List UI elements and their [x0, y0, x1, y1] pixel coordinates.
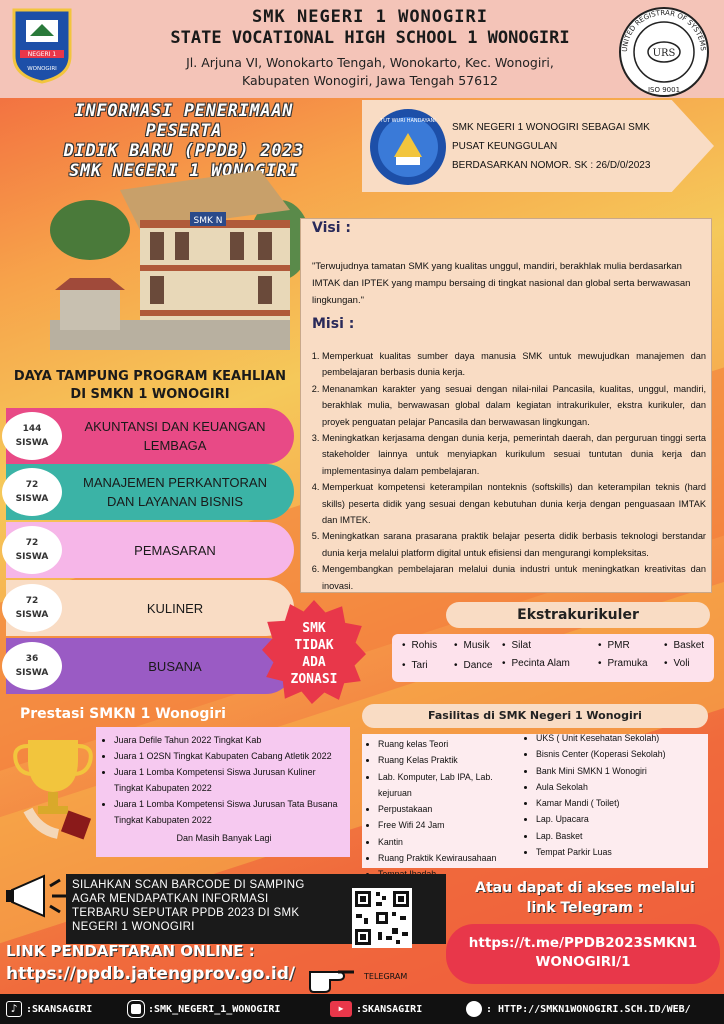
facilities-column-2	[526, 730, 704, 860]
svg-text:URS: URS	[652, 48, 676, 59]
facility-item: • UKS ( Unit Kesehatan Sekolah)	[536, 730, 704, 746]
extracurricular-list	[392, 634, 714, 682]
achievement-item: • Juara 1 Lomba Kompetensi Siswa Jurusan Tata Busana Tingkat Kabupaten 2022	[114, 796, 344, 828]
qr-label: TELEGRAM	[364, 972, 408, 981]
telegram-heading: Atau dapat di akses melalui link Telegram :	[475, 880, 695, 916]
no-zoning-text	[262, 620, 366, 688]
achievements-list	[104, 732, 344, 846]
program-kuliner	[6, 580, 294, 636]
program-name: KULINER	[146, 600, 204, 616]
capacity-bubble	[2, 642, 62, 690]
extracurricular-heading: Ekstrakurikuler	[446, 602, 710, 628]
capacity-bubble	[2, 412, 62, 460]
capacity-unit: SISWA	[15, 438, 49, 448]
capacity-count: 36	[25, 654, 39, 664]
program-busana	[6, 638, 294, 694]
program-name: BUSANA	[148, 658, 202, 674]
youtube-icon: ▶	[330, 1001, 352, 1017]
program-name: PEMASARAN	[134, 542, 216, 558]
program-manajemen-perkantoran	[6, 464, 294, 520]
extracurricular-item: • Pramuka	[598, 658, 648, 669]
mission-item: 5. Meningkatkan sarana prasarana praktik belajar peserta didik berbasis teknologi berstandar dunia kerja melalui platform digital untuk efisiensi dan mengurangi kompleksitas.	[322, 528, 706, 561]
facility-item: • Free Wifi 24 Jam	[378, 817, 528, 833]
program-pemasaran	[6, 522, 294, 578]
tiktok-icon: ♪	[6, 1001, 22, 1017]
facility-item: • Ruang kelas Teori	[378, 736, 528, 752]
svg-text:WONOGIRI: WONOGIRI	[27, 66, 57, 72]
mission-item: 3. Meningkatkan kerjasama dengan dunia kerja, pemerintah daerah, dan perguruan tinggi serta stakeholder lainnya untuk menyiapkan kurikulum sesuai tuntutan dunia kerja dan implementasinya dalam pembelajaran.	[322, 430, 706, 479]
achievement-item: • Juara Defile Tahun 2022 Tingkat Kab	[114, 732, 344, 748]
center-of-excellence-text	[452, 118, 652, 175]
mission-item: 4. Memperkuat kompetensi keterampilan nonteknis (softskills) dan keterampilan teknis (hard skills) peserta didik yang sesuai dengan kebutuhan dunia kerja dengan penguasaan IMTAK dan IMTEK.	[322, 479, 706, 528]
no-zoning-line: ADA	[302, 655, 326, 670]
achievements-more: Dan Masih Banyak Lagi	[176, 833, 272, 843]
svg-text:NEGERI 1: NEGERI 1	[27, 51, 57, 58]
facility-item: • Tempat Parkir Luas	[536, 844, 704, 860]
school-address	[120, 54, 620, 90]
capacity-unit: SISWA	[15, 610, 49, 620]
facility-item: • Bank Mini SMKN 1 Wonogiri	[536, 763, 704, 779]
capacity-count: 72	[25, 538, 39, 548]
qr-instruction-text: SILAHKAN SCAN BARCODE DI SAMPING AGAR MENDAPATKAN INFORMASI TERBARU SEPUTAR PPDB 2023 DI SMK NEGERI 1 WONOGIRI	[72, 879, 305, 933]
telegram-link[interactable]: https://t.me/PPDB2023SMKN1 WONOGIRI/1	[446, 924, 720, 984]
mission-list	[310, 348, 706, 594]
address-line: Kabupaten Wonogiri, Jawa Tengah 57612	[242, 73, 498, 88]
facility-item: • Lap. Basket	[536, 828, 704, 844]
vision-heading: Visi :	[312, 220, 351, 236]
excellence-line: PUSAT KEUNGGULAN	[452, 141, 558, 152]
capacity-bubble	[2, 526, 62, 574]
program-akuntansi	[6, 408, 294, 464]
achievement-item: • Juara 1 Lomba Kompetensi Siswa Jurusan Kuliner Tingkat Kabupaten 2022	[114, 764, 344, 796]
facility-item: • Aula Sekolah	[536, 779, 704, 795]
school-name: SMK NEGERI 1 WONOGIRI	[252, 7, 488, 27]
trophy-icon	[8, 730, 98, 840]
facilities-heading: Fasilitas di SMK Negeri 1 Wonogiri	[362, 704, 708, 728]
youtube-handle: :SKANSAGIRI	[356, 1003, 423, 1015]
tut-wuri-handayani-logo	[368, 107, 448, 187]
mission-item: 6. Mengembangkan pembelajaran melalui dunia industri untuk meningkatkan kreativitas dan inovasi.	[322, 561, 706, 594]
website-link[interactable]	[466, 1001, 691, 1017]
no-zoning-line: ZONASI	[290, 672, 338, 687]
svg-text:ISO 9001: ISO 9001	[647, 86, 681, 94]
facility-item: • Kamar Mandi ( Toilet)	[536, 795, 704, 811]
facility-item: • Bisnis Center (Koperasi Sekolah)	[536, 746, 704, 762]
extracurricular-item: • Rohis	[402, 640, 437, 651]
extracurricular-item: • Basket	[664, 640, 704, 651]
facility-item: • Ruang Kelas Praktik	[378, 752, 528, 768]
ppdb-title	[34, 101, 334, 181]
vision-text: "Terwujudnya tamatan SMK yang kualitas unggul, mandiri, berakhlak mulia berdasarkan IMTAK dan IPTEK yang mampu bersaing di tingkat nasional dan global serta berwawasan lingkungan."	[312, 261, 691, 306]
capacity-unit: SISWA	[15, 668, 49, 678]
mission-item: 1. Memperkuat kualitas sumber daya manusia SMK untuk mewujudkan manajemen dan pembelajaran berbasis dunia kerja.	[322, 348, 706, 381]
capacity-title: DAYA TAMPUNG PROGRAM KEAHLIAN DI SMKN 1 WONOGIRI	[13, 369, 287, 402]
iso-certification-logo	[618, 6, 710, 98]
telegram-qr-code[interactable]	[352, 888, 412, 948]
capacity-unit: SISWA	[15, 552, 49, 562]
mission-heading: Misi :	[312, 316, 355, 332]
facility-item: • Perpustakaan	[378, 801, 528, 817]
registration-link[interactable]: https://ppdb.jatengprov.go.id/	[6, 964, 296, 984]
capacity-count: 72	[25, 596, 39, 606]
capacity-count: 72	[25, 480, 39, 490]
extracurricular-item: • Silat	[502, 640, 531, 651]
achievement-item: • Juara 1 O2SN Tingkat Kabupaten Cabang Atletik 2022	[114, 748, 344, 764]
svg-text:UNITED REGISTRAR OF SYSTEMS: UNITED REGISTRAR OF SYSTEMS	[620, 8, 708, 53]
facility-item: • Lab. Komputer, Lab IPA, Lab. kejuruan	[378, 769, 528, 802]
extracurricular-item: • PMR	[598, 640, 630, 651]
program-name: MANAJEMEN PERKANTORAN DAN LAYANAN BISNIS	[83, 475, 267, 509]
ppdb-title-line: INFORMASI PENERIMAAN PESERTA	[74, 101, 294, 140]
pointing-hand-icon	[308, 958, 358, 994]
capacity-count: 144	[22, 424, 42, 434]
facility-item: • Ruang Praktik Kewirausahaan	[378, 850, 528, 866]
capacity-bubble	[2, 468, 62, 516]
achievements-heading: Prestasi SMKN 1 Wonogiri	[20, 706, 226, 722]
extracurricular-item: • Tari	[402, 660, 428, 671]
globe-icon	[466, 1001, 482, 1017]
registration-heading: LINK PENDAFTARAN ONLINE :	[6, 942, 255, 960]
instagram-icon	[128, 1001, 144, 1017]
extracurricular-item: • Voli	[664, 658, 690, 669]
address-line: Jl. Arjuna VI, Wonokarto Tengah, Wonokarto, Kec. Wonogiri,	[186, 55, 554, 70]
mission-item: 2. Menanamkan karakter yang sesuai dengan nilai-nilai Pancasila, kualitas, unggul, mandiri, berakhlak mulia, berwawasan global dalam kegiatan intrakurikuler, ekstra kurikuler, dan proyek penguatan pelajar Pancasila dan berwawasan lingkungan.	[322, 381, 706, 430]
facilities-column-1	[368, 736, 528, 883]
extracurricular-item: • Dance	[454, 660, 492, 671]
ppdb-title-line: DIDIK BARU (PPDB) 2023	[63, 141, 305, 160]
excellence-line: BERDASARKAN NOMOR. SK : 26/D/0/2023	[452, 160, 651, 171]
ppdb-title-line: SMK NEGERI 1 WONOGIRI	[69, 161, 299, 180]
megaphone-icon	[4, 870, 70, 926]
school-building-photo	[30, 170, 310, 360]
program-name: AKUNTANSI DAN KEUANGAN LEMBAGA	[84, 419, 266, 453]
svg-text:TUT WURI HANDAYANI: TUT WURI HANDAYANI	[380, 118, 436, 124]
capacity-bubble	[2, 584, 62, 632]
tiktok-link[interactable]	[6, 1001, 92, 1017]
facility-item: • Lap. Upacara	[536, 811, 704, 827]
extracurricular-item: • Musik	[454, 640, 490, 651]
facilities-panel	[362, 734, 708, 868]
website-url: : HTTP://SMKN1WONOGIRI.SCH.ID/WEB/	[486, 1003, 691, 1015]
extracurricular-item: • Pecinta Alam	[502, 658, 570, 669]
facility-item: • Kantin	[378, 834, 528, 850]
excellence-line: SMK NEGERI 1 WONOGIRI SEBAGAI SMK	[452, 122, 650, 133]
youtube-link[interactable]	[330, 1001, 422, 1017]
tiktok-handle: :SKANSAGIRI	[26, 1003, 93, 1015]
instagram-link[interactable]	[128, 1001, 280, 1017]
instagram-handle: :SMK_NEGERI_1_WONOGIRI	[148, 1003, 281, 1015]
svg-text:SMK N: SMK N	[193, 216, 223, 226]
no-zoning-line: SMK	[302, 621, 326, 636]
school-name-english: STATE VOCATIONAL HIGH SCHOOL 1 WONOGIRI	[170, 28, 570, 48]
wonogiri-regency-logo	[10, 6, 74, 84]
no-zoning-line: TIDAK	[294, 638, 334, 653]
capacity-unit: SISWA	[15, 494, 49, 504]
